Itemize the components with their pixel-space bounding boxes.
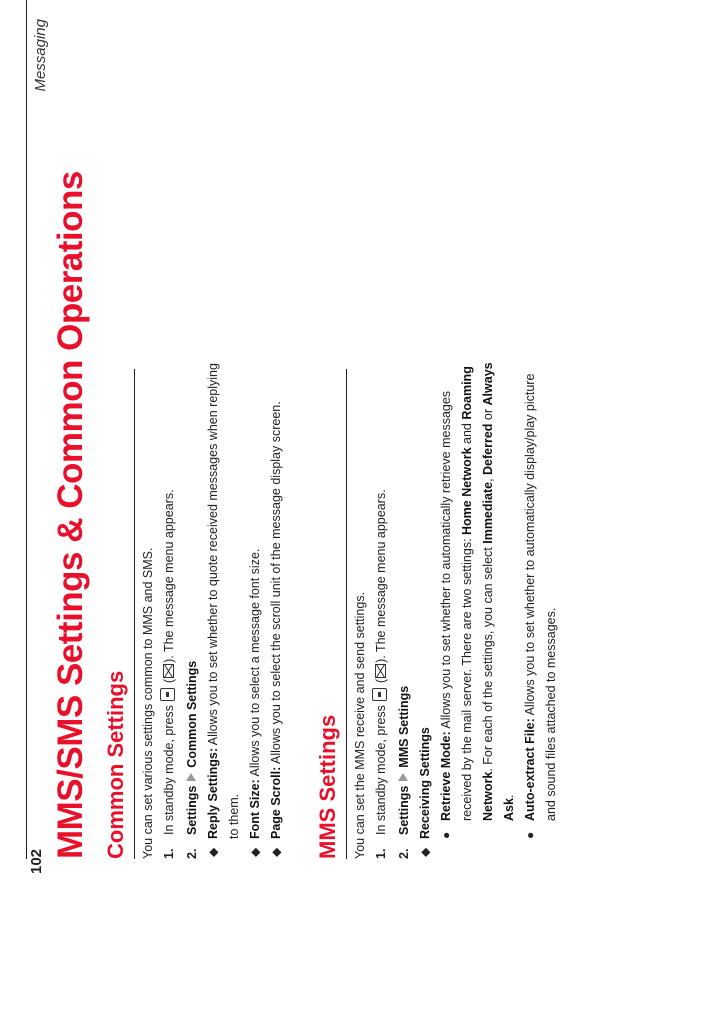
common-step-1 [159,359,180,859]
bullet-font-size [245,359,266,859]
step-1-text-b: ( [162,678,176,684]
sub-bullet-auto-extract [520,359,562,859]
bullet-page-scroll [266,359,287,859]
step-text [394,686,415,835]
bullet-text [266,401,287,839]
arrow-right-icon [398,773,408,781]
bullet-term: Reply Settings: [206,748,220,839]
menu-path-settings: Settings [185,785,199,835]
mms-section-body [350,359,562,859]
connector-and: and [460,419,474,448]
dot-bullet-icon: ● [523,831,537,839]
step-text [371,489,392,835]
menu-path-settings: Settings [397,785,411,835]
mms-intro: You can set the MMS receive and send settings. [353,591,367,859]
sub-bullet-retrieve-mode [436,359,520,859]
option-immediate: Immediate [481,481,495,544]
step-number: 1. [374,848,388,859]
menu-key-icon [160,688,175,701]
common-section-body [138,359,287,859]
step-number: 2. [397,848,411,859]
mms-step-2 [394,359,415,859]
sentence-end: . [502,794,516,799]
option-roaming-network: Roaming Network [460,366,495,821]
bullet-description: Allows you to select the scroll unit of the message display screen. [269,401,283,767]
bullet-text [436,359,520,821]
step-number: 1. [162,848,176,859]
page-number: 102 [28,848,45,874]
header-rule [26,0,27,859]
arrow-right-icon [186,773,196,781]
step-1-text-b: ( [374,678,388,684]
bullet-description: Allows you to select a message font size. [248,548,262,780]
diamond-bullet-icon: ◆ [206,847,220,857]
dot-bullet-icon: ● [439,831,453,839]
step-text [182,661,203,835]
section-rule-common [134,369,135,859]
step-text [159,489,180,835]
step-1-text-a: In standby mode, press [374,705,388,835]
option-deferred: Deferred [481,423,495,475]
retrieve-mode-text-1: Allows you to set whether to automatically retrieve messages received by the mail server. There are two settings: [439,390,474,821]
retrieve-mode-text-2: . For each of the settings, you can select [481,543,495,772]
envelope-icon [375,664,386,678]
option-always-ask: Always Ask [481,362,516,821]
bullet-term: Retrieve Mode: [439,731,453,821]
menu-key-icon [372,688,387,701]
bullet-text [245,549,266,839]
running-head: Messaging [32,19,49,92]
section-rule-mms [346,369,347,859]
step-1-text-a: In standby mode, press [162,705,176,835]
bullet-description: Allows you to set whether to automatically display/play picture and sound files attached to messages. [523,373,558,821]
page-title: MMS/SMS Settings & Common Operations [51,171,90,859]
menu-path-mms-settings: MMS Settings [397,685,411,768]
diamond-bullet-icon: ◆ [418,847,432,857]
connector-comma: , [481,474,495,482]
bullet-term: Page Scroll: [269,766,283,839]
step-number: 2. [185,848,199,859]
section-heading-mms: MMS Settings [315,714,340,859]
option-home-network: Home Network [460,447,474,535]
mms-step-1 [371,359,392,859]
section-heading-common: Common Settings [103,670,128,859]
diamond-bullet-icon: ◆ [248,847,262,857]
bullet-term: Font Size: [248,779,262,839]
common-intro: You can set various settings common to MMS and SMS. [141,547,155,859]
step-1-text-c: ). The message menu appears. [374,489,388,663]
envelope-icon [163,664,174,678]
bullet-description: Allows you to set whether to quote received messages when replying to them. [206,363,241,839]
bullet-text [203,359,245,839]
receiving-settings-label: Receiving Settings [418,727,432,839]
menu-path-common-settings: Common Settings [185,660,199,768]
common-step-2 [182,359,203,859]
bullet-receiving-settings [415,359,436,859]
bullet-text [520,359,562,821]
connector-or: or [481,405,495,424]
diamond-bullet-icon: ◆ [269,847,283,857]
step-1-text-c: ). The message menu appears. [162,489,176,663]
bullet-term: Auto-extract File: [523,718,537,821]
bullet-reply-settings [203,359,245,859]
